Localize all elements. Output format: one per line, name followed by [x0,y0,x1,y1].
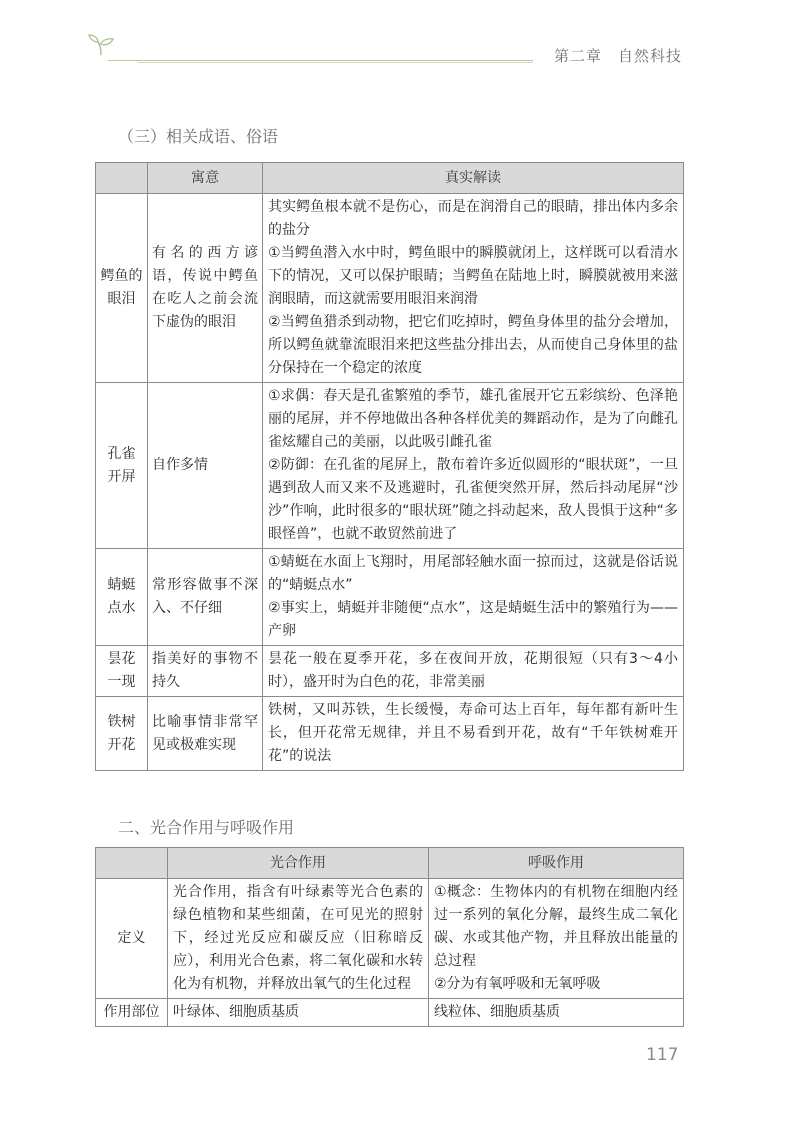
idiom-term-line: 开屏 [107,468,136,485]
idiom-term-line: 蜻蜓 [107,577,136,593]
section-title-photosynthesis: 二、光合作用与呼吸作用 [118,818,295,837]
idiom-row [96,549,684,646]
page-number: 117 [646,1045,679,1065]
photo-header-respiration: 呼吸作用 [429,848,684,879]
header-rule [108,60,533,61]
explanation-paragraph: ②事实上，蜻蜓并非随便“点水”，这是蜻蜓生活中的繁殖行为——产卵 [268,600,678,639]
photo-header-photosynthesis: 光合作用 [168,848,429,879]
explanation-paragraph: 铁树，又叫苏铁，生长缓慢，寿命可达上百年，每年都有新叶生长，但开花常无规律，并且不易看到开花，故有“千年铁树难开花”的说法 [268,702,678,764]
respiration-cell [429,999,684,1027]
idiom-meaning: 自作多情 [148,383,263,549]
idiom-header-explanation: 真实解读 [263,163,684,194]
photo-table-header [96,848,684,879]
photosynthesis-paragraph: 叶绿体、细胞质基质 [173,1004,299,1020]
idiom-term-line: 孔雀 [107,445,136,462]
photosynthesis-cell [168,999,429,1027]
idiom-term-line: 昙花 [107,651,136,667]
explanation-paragraph: ①求偶：春天是孔雀繁殖的季节，雄孔雀展开它五彩缤纷、色泽艳丽的尾屏，并不停地做出各种各样优美的舞蹈动作，是为了向雌孔雀炫耀自己的美丽，以此吸引雌孔雀 [268,388,678,450]
idiom-table [95,162,684,771]
page-header [0,0,800,80]
idiom-term [96,549,148,646]
idiom-term [96,194,148,383]
respiration-paragraph: 线粒体、细胞质基质 [434,1004,560,1020]
idiom-term [96,383,148,549]
photo-row [96,999,684,1027]
explanation-paragraph: 昙花一般在夏季开花，多在夜间开放，花期很短（只有3～4小时），盛开时为白色的花，非常美丽 [268,651,678,690]
photo-header-corner [96,848,168,879]
idiom-row [96,697,684,771]
chapter-title: 自然科技 [618,47,683,65]
idiom-explanation [263,549,684,646]
chapter-heading [554,45,682,66]
explanation-paragraph: ②当鳄鱼猎杀到动物，把它们吃掉时，鳄鱼身体里的盐分会增加，所以鳄鱼就靠流眼泪来把这些盐分排出去，从而使自己身体里的盐分保持在一个稳定的浓度 [268,314,678,376]
respiration-paragraph: ②分为有氧呼吸和无氧呼吸 [434,976,601,992]
explanation-paragraph: ②防御：在孔雀的尾屏上，散布着许多近似圆形的“眼状斑”，一旦遇到敌人而又来不及逃避时，孔雀便突然开屏，然后抖动尾屏“沙沙”作响，此时很多的“眼状斑”随之抖动起来，敌人畏惧于这种“多眼怪兽”，也就不敢贸然前进了 [268,457,678,542]
idiom-term-line: 眼泪 [107,291,136,307]
idiom-meaning: 有名的西方谚语，传说中鳄鱼在吃人之前会流下虚伪的眼泪 [148,194,263,383]
photo-row [96,879,684,999]
idiom-meaning: 比喻事情非常罕见或极难实现 [148,697,263,771]
header-rule-secondary [138,62,533,63]
idiom-term [96,646,148,697]
idiom-term-line: 一现 [107,674,136,690]
idiom-meaning: 指美好的事物不持久 [148,646,263,697]
idiom-term-line: 点水 [107,600,136,616]
idiom-row [96,646,684,697]
explanation-paragraph: ①蜻蜓在水面上飞翔时，用尾部轻触水面一掠而过，这就是俗话说的“蜻蜓点水” [268,554,678,593]
idiom-explanation [263,697,684,771]
idiom-header-corner [96,163,148,194]
idiom-term [96,697,148,771]
idiom-explanation [263,646,684,697]
idiom-meaning: 常形容做事不深入、不仔细 [148,549,263,646]
explanation-paragraph: ①当鳄鱼潜入水中时，鳄鱼眼中的瞬膜就闭上，这样既可以看清水下的情况，又可以保护眼睛；当鳄鱼在陆地上时，瞬膜就被用来滋润眼睛，而这就需要用眼泪来润滑 [268,245,678,307]
explanation-paragraph: 其实鳄鱼根本就不是伤心，而是在润滑自己的眼睛，排出体内多余的盐分 [268,199,678,238]
chapter-number: 第二章 [554,47,603,65]
photo-row-label: 定义 [96,879,168,999]
respiration-paragraph: ①概念：生物体内的有机物在细胞内经过一系列的氧化分解，最终生成二氧化碳、水或其他产物，并且释放出能量的总过程 [434,884,678,969]
photosynthesis-cell [168,879,429,999]
idiom-term-line: 铁树 [107,713,136,730]
respiration-cell [429,879,684,999]
idiom-row [96,383,684,549]
idiom-header-meaning: 寓意 [148,163,263,194]
photo-row-label: 作用部位 [96,999,168,1027]
photosynthesis-table [95,847,684,1027]
idiom-row [96,194,684,383]
idiom-explanation [263,383,684,549]
sprout-icon [88,34,114,56]
idiom-term-line: 鳄鱼的 [100,268,143,284]
section-title-idioms: （三）相关成语、俗语 [118,127,279,146]
idiom-table-header [96,163,684,194]
photosynthesis-paragraph: 光合作用，指含有叶绿素等光合色素的绿色植物和某些细菌，在可见光的照射下，经过光反应和碳反应（旧称暗反应），利用光合色素，将二氧化碳和水转化为有机物，并释放出氧气的生化过程 [173,884,423,992]
idiom-explanation [263,194,684,383]
idiom-term-line: 开花 [107,736,136,753]
